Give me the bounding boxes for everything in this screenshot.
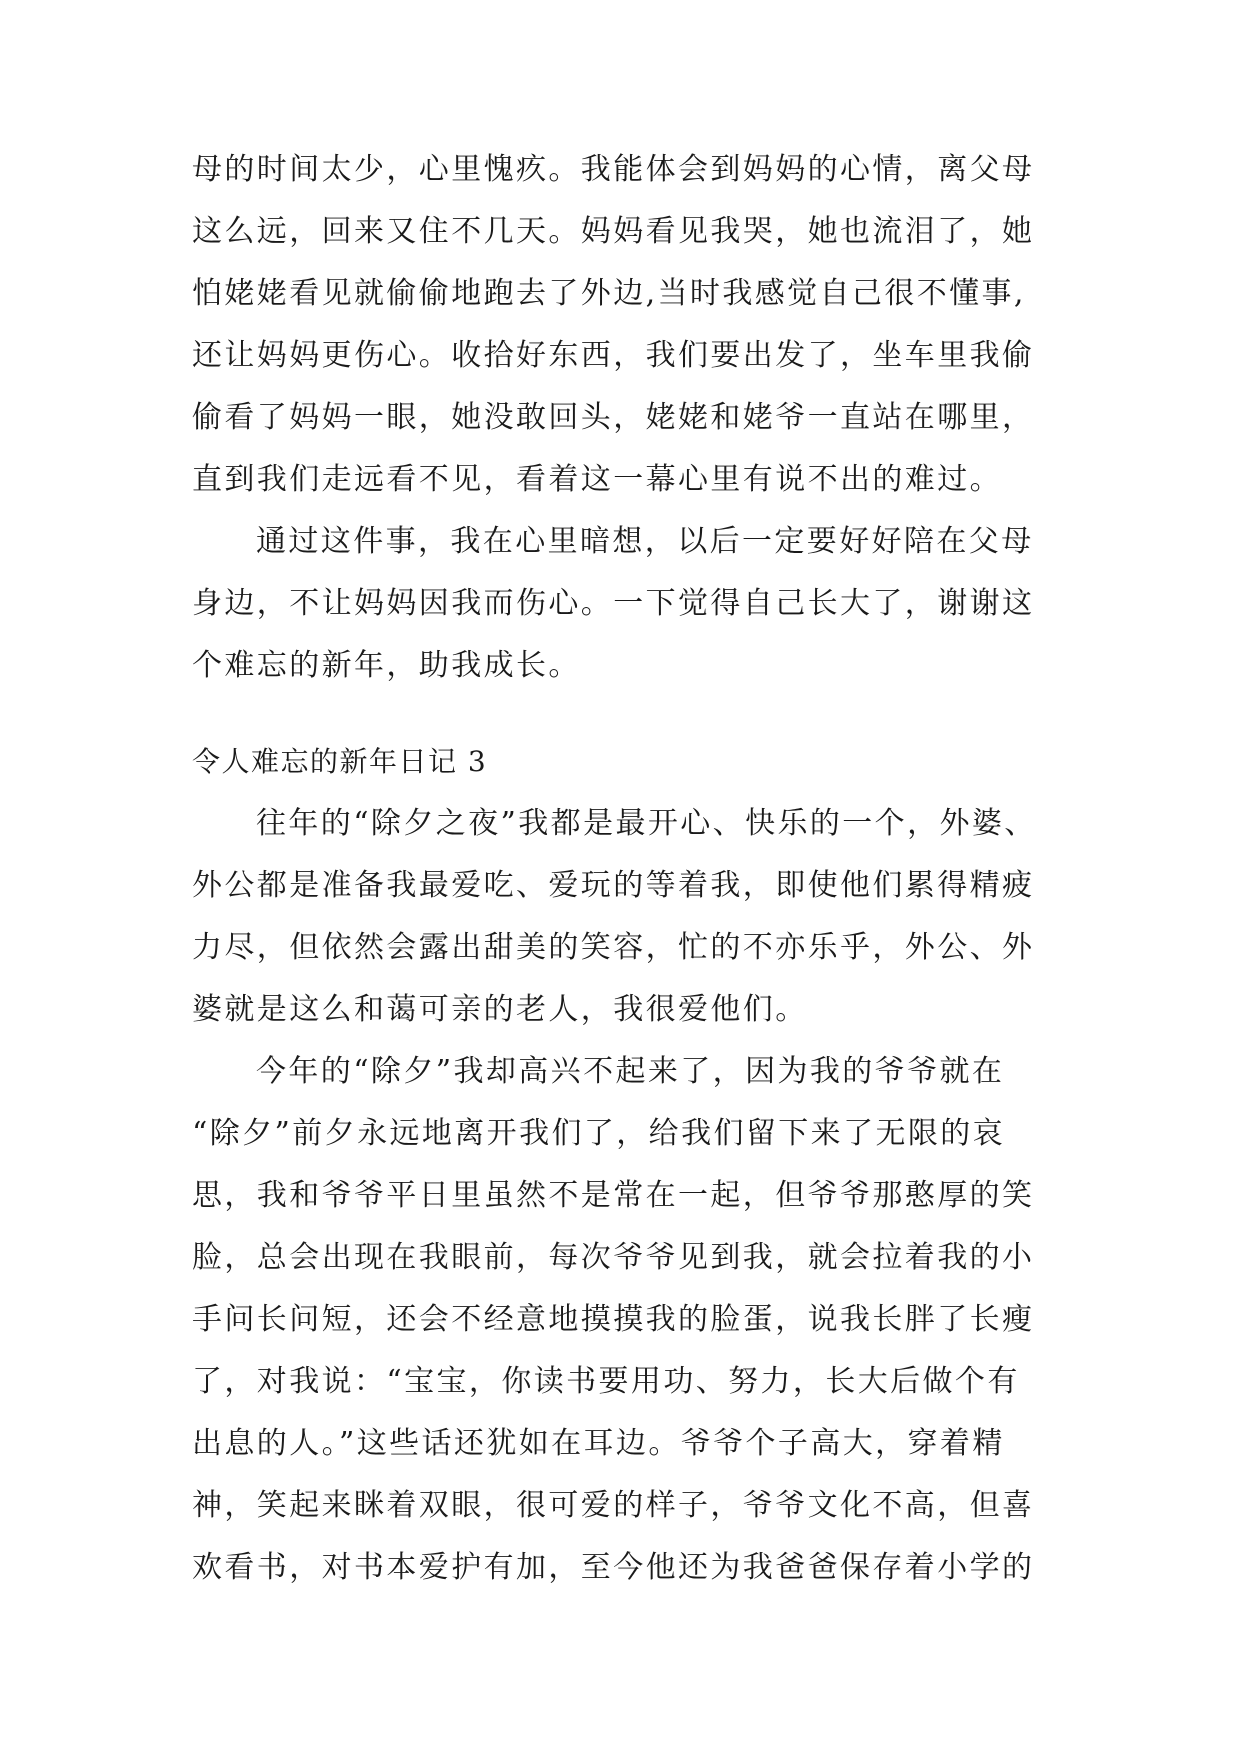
body-text-line: 出息的人。”这些话还犹如在耳边。爷爷个子高大，穿着精: [192, 1426, 1005, 1461]
body-text-line: 怕姥姥看见就偷偷地跑去了外边,当时我感觉自己很不懂事,: [192, 276, 1026, 311]
body-text-line: 偷看了妈妈一眼，她没敢回头，姥姥和姥爷一直站在哪里，: [192, 400, 1035, 435]
body-text-line: 身边，不让妈妈因我而伤心。一下觉得自己长大了，谢谢这: [192, 586, 1035, 621]
body-text-line: 还让妈妈更伤心。收拾好东西，我们要出发了，坐车里我偷: [192, 338, 1035, 373]
section-title: 令人难忘的新年日记 3: [192, 745, 488, 778]
body-text-line: 外公都是准备我最爱吃、爱玩的等着我，即使他们累得精疲: [192, 868, 1035, 903]
body-text-line: 通过这件事，我在心里暗想，以后一定要好好陪在父母: [256, 524, 1034, 559]
body-text-line: “除夕”前夕永远地离开我们了，给我们留下来了无限的哀: [192, 1116, 1006, 1151]
body-text-line: 婆就是这么和蔼可亲的老人，我很爱他们。: [192, 992, 808, 1027]
body-text-line: 神，笑起来眯着双眼，很可爱的样子，爷爷文化不高，但喜: [192, 1488, 1035, 1523]
body-text-line: 这么远，回来又住不几天。妈妈看见我哭，她也流泪了，她: [192, 214, 1035, 249]
body-text-line: 手问长问短，还会不经意地摸摸我的脸蛋，说我长胖了长瘦: [192, 1302, 1035, 1337]
body-text-line: 了，对我说：“宝宝，你读书要用功、努力，长大后做个有: [192, 1364, 1020, 1399]
body-text-line: 思，我和爷爷平日里虽然不是常在一起，但爷爷那憨厚的笑: [192, 1178, 1035, 1213]
body-text-line: 个难忘的新年，助我成长。: [192, 648, 581, 683]
body-text-line: 力尽，但依然会露出甜美的笑容，忙的不亦乐乎，外公、外: [192, 930, 1035, 965]
body-text-line: 直到我们走远看不见，看着这一幕心里有说不出的难过。: [192, 462, 1002, 497]
body-text-line: 欢看书，对书本爱护有加，至今他还为我爸爸保存着小学的: [192, 1550, 1035, 1585]
body-text-line: 母的时间太少，心里愧疚。我能体会到妈妈的心情，离父母: [192, 152, 1035, 187]
body-text-line: 往年的“除夕之夜”我都是最开心、快乐的一个，外婆、: [256, 806, 1037, 841]
body-text-line: 脸，总会出现在我眼前，每次爷爷见到我，就会拉着我的小: [192, 1240, 1035, 1275]
body-text-line: 今年的“除夕”我却高兴不起来了，因为我的爷爷就在: [256, 1054, 1005, 1089]
